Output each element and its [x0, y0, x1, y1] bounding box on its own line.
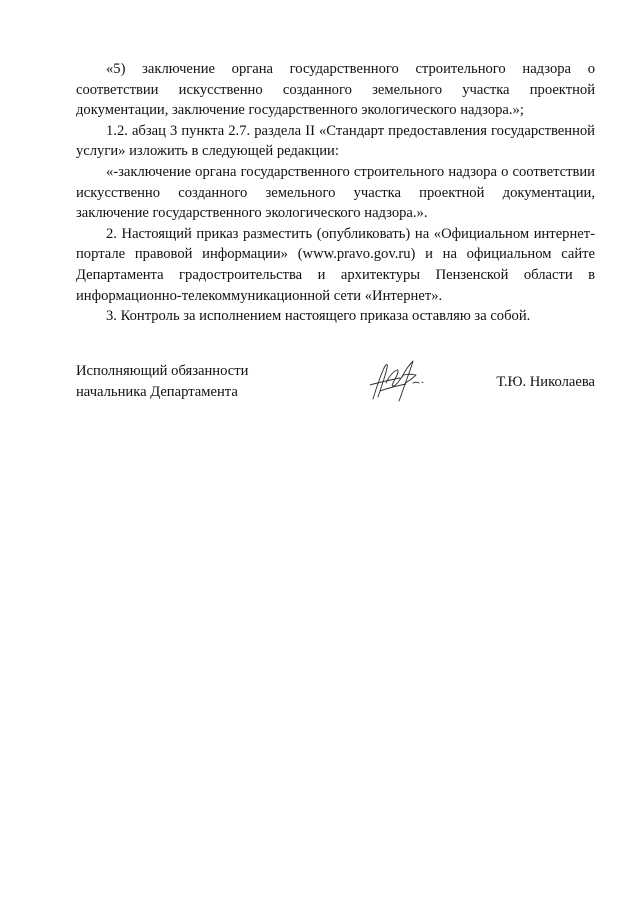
signatory-position-line1: Исполняющий обязанности [76, 363, 249, 379]
signatory-position [76, 361, 248, 402]
paragraph-publication: 2. Настоящий приказ разместить (опубликовать) на «Официальном интернет-портале правовой информации» (www.pravo.gov.ru) и на официальном сайте Департамента градостроительства и архитектуры Пензенской области в информационно-телекоммуникационной сети «Интернет». [76, 225, 595, 304]
signatory-position-line2: начальника Департамента [76, 383, 238, 400]
paragraph-new-wording: «-заключение органа государственного строительного надзора о соответствии искусственно созданного земельного участка проектной документации, заключение государственного экологического надзора.». [76, 163, 595, 222]
signatory-name: Т.Ю. Николаева [496, 374, 595, 390]
paragraph-amendment-1-2: 1.2. абзац 3 пункта 2.7. раздела II «Стандарт предоставления государственной услуги» изложить в следующей редакции: [76, 122, 595, 160]
document-body [76, 59, 595, 327]
paragraph-control: 3. Контроль за исполнением настоящего приказа оставляю за собой. [106, 308, 531, 325]
paragraph-item-5-conclusion: «5) заключение органа государственного строительного надзора о соответствии искусственно созданного земельного участка проектной документации, заключение государственного экологического надзора.»; [76, 61, 595, 119]
handwritten-signature-icon [366, 355, 430, 405]
